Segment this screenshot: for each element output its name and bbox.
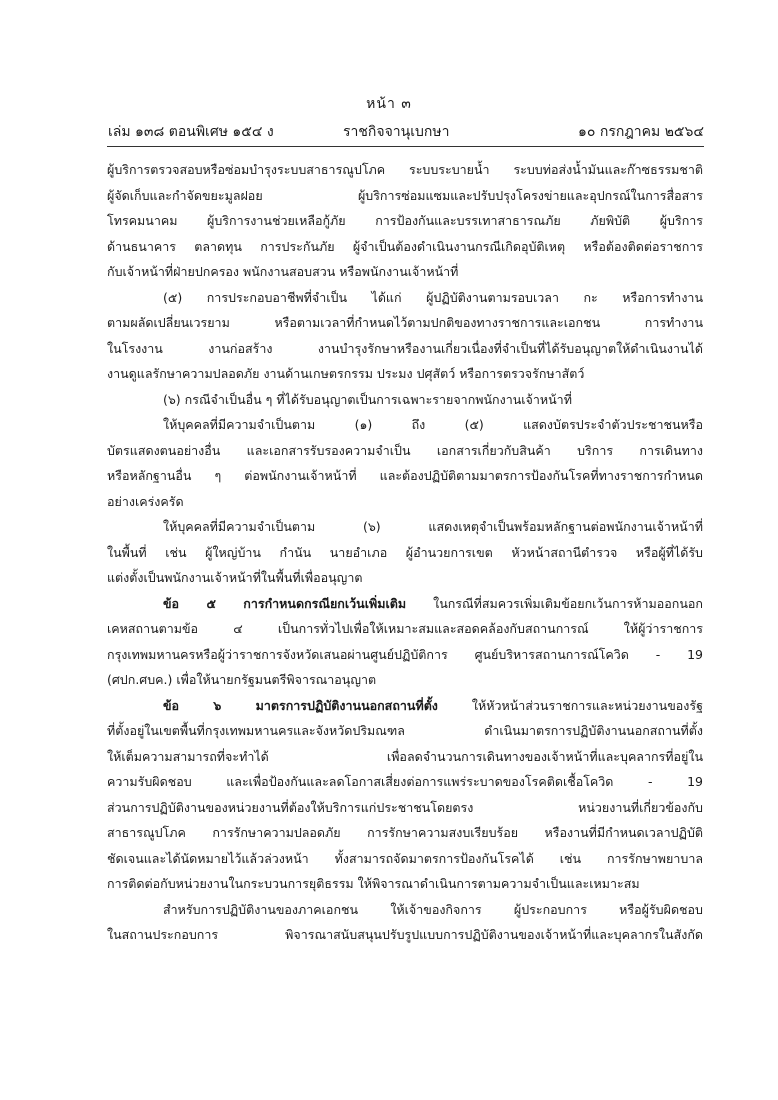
header-divider (107, 146, 704, 147)
text-line: ผู้จัดเก็บและกำจัดขยะมูลฝอย ผู้บริการซ่อมแซมและปรับปรุงโครงข่ายและอุปกรณ์ในการสื่อสาร (107, 187, 703, 203)
text-line: สาธารณูปโภค การรักษาความปลอดภัย การรักษาความสงบเรียบร้อย หรืองานที่มีกำหนดเวลาปฏิบัติ (107, 825, 703, 840)
text-line: ในสถานประกอบการ พิจารณาสนับสนุนปรับรูปแบบการปฏิบัติงานของเจ้าหน้าที่และบุคลากรในสังกัด (107, 927, 703, 942)
text-line: ผู้บริการตรวจสอบหรือซ่อมบำรุงระบบสาธารณูปโภค ระบบระบายน้ำ ระบบท่อส่งน้ำมันและก๊าซธรรมชาติ (107, 162, 703, 177)
text-line: แต่งตั้งเป็นพนักงานเจ้าหน้าที่ในพื้นที่เพื่ออนุญาต (107, 570, 363, 585)
text-line: โทรคมนาคม ผู้บริการงานช่วยเหลือกู้ภัย การป้องกันและบรรเทาสาธารณภัย ภัยพิบัติ ผู้บริการ (107, 213, 703, 228)
text-line: อย่างเคร่งครัด (107, 493, 184, 509)
text-line: (ศปก.ศบค.) เพื่อให้นายกรัฐมนตรีพิจารณาอนุญาต (107, 672, 377, 687)
text-line: ที่ตั้งอยู่ในเขตพื้นที่กรุงเทพมหานครและจังหวัดปริมณฑล ดำเนินมาตรการปฏิบัติงานนอกสถานที่ตั้ง (107, 723, 703, 738)
text-line: ให้บุคคลที่มีความจำเป็นตาม (๑) ถึง (๕) แสดงบัตรประจำตัวประชาชนหรือ (163, 417, 703, 432)
volume-label: เล่ม ๑๓๘ ตอนพิเศษ ๑๕๔ ง (108, 124, 274, 140)
text-line: ให้เต็มความสามารถที่จะทำได้ เพื่อลดจำนวนการเดินทางของเจ้าหน้าที่และบุคลากรที่อยู่ใน (107, 748, 703, 764)
clause-5-line (107, 591, 703, 617)
text-line: ให้บุคคลที่มีความจำเป็นตาม (๖) แสดงเหตุจำเป็นพร้อมหลักฐานต่อพนักงานเจ้าหน้าที่ (163, 519, 703, 534)
gazette-title: ราชกิจจานุเบกษา (343, 124, 450, 140)
page-number: หน้า ๓ (366, 96, 412, 112)
clause-6-heading: ข้อ ๖ มาตรการปฏิบัติงานนอกสถานที่ตั้ง (163, 697, 438, 713)
text-line: ความรับผิดชอบ และเพื่อป้องกันและลดโอกาสเสี่ยงต่อการแพร่ระบาดของโรคติดเชื้อโควิด - 19 (107, 774, 703, 789)
text-line: บัตรแสดงตนอย่างอื่น และเอกสารรับรองความจำเป็น เอกสารเกี่ยวกับสินค้า บริการ การเดินทาง (107, 442, 703, 458)
text-line: ในพื้นที่ เช่น ผู้ใหญ่บ้าน กำนัน นายอำเภอ ผู้อำนวยการเขต หัวหน้าสถานีตำรวจ หรือผู้ที่ได้รับ (107, 544, 703, 560)
text-line: ในโรงงาน งานก่อสร้าง งานบำรุงรักษาหรืองานเกี่ยวเนื่องที่จำเป็นที่ได้รับอนุญาตให้ดำเนินงานได้ (107, 340, 703, 356)
clause-5-heading: ข้อ ๕ การกำหนดกรณียกเว้นเพิ่มเติม (163, 595, 407, 611)
clause-5-text: ในกรณีที่สมควรเพิ่มเติมข้อยกเว้นการห้ามออกนอก (433, 595, 703, 611)
text-line: ตามผลัดเปลี่ยนเวรยาม หรือตามเวลาที่กำหนดไว้ตามปกติของทางราชการและเอกชน การทำงาน (107, 315, 703, 330)
text-line: ส่วนการปฏิบัติงานของหน่วยงานที่ต้องให้บริการแก่ประชาชนโดยตรง หน่วยงานที่เกี่ยวข้องกับ (107, 799, 703, 815)
text-line: งานดูแลรักษาความปลอดภัย งานด้านเกษตรกรรม ประมง ปศุสัตว์ หรือการตรวจรักษาสัตว์ (107, 366, 585, 381)
text-line: (๕) การประกอบอาชีพที่จำเป็น ได้แก่ ผู้ปฏิบัติงานตามรอบเวลา กะ หรือการทำงาน (163, 289, 703, 305)
text-line: ชัดเจนและได้นัดหมายไว้แล้วล่วงหน้า ทั้งสามารถจัดมาตรการป้องกันโรคได้ เช่น การรักษาพยาบาล (107, 850, 703, 866)
text-line: กับเจ้าหน้าที่ฝ่ายปกครอง พนักงานสอบสวน หรือพนักงานเจ้าหน้าที่ (107, 264, 459, 279)
issue-date: ๑๐ กรกฎาคม ๒๕๖๔ (578, 124, 704, 140)
gazette-header (108, 121, 704, 143)
clause-6-text: ให้หัวหน้าส่วนราชการและหน่วยงานของรัฐ (471, 697, 703, 713)
text-line: (๖) กรณีจำเป็นอื่น ๆ ที่ได้รับอนุญาตเป็นการเฉพาะรายจากพนักงานเจ้าหน้าที่ (163, 391, 572, 407)
document-body (107, 157, 703, 948)
text-line: การติดต่อกับหน่วยงานในกระบวนการยุติธรรม ให้พิจารณาดำเนินการตามความจำเป็นและเหมาะสม (107, 876, 640, 891)
text-line: หรือหลักฐานอื่น ๆ ต่อพนักงานเจ้าหน้าที่ และต้องปฏิบัติตามมาตรการป้องกันโรคที่ทางราชการกำหนด (107, 468, 703, 483)
clause-6-line (107, 693, 703, 719)
text-line: เคหสถานตามข้อ ๔ เป็นการทั่วไปเพื่อให้เหมาะสมและสอดคล้องกับสถานการณ์ ให้ผู้ว่าราชการ (107, 621, 703, 636)
text-line: ด้านธนาคาร ตลาดทุน การประกันภัย ผู้จำเป็นต้องดำเนินงานกรณีเกิดอุบัติเหตุ หรือต้องติดต่อราชการ (107, 238, 703, 254)
text-line: กรุงเทพมหานครหรือผู้ว่าราชการจังหวัดเสนอผ่านศูนย์ปฏิบัติการ ศูนย์บริหารสถานการณ์โควิด - 19 (107, 646, 703, 662)
text-line: สำหรับการปฏิบัติงานของภาคเอกชน ให้เจ้าของกิจการ ผู้ประกอบการ หรือผู้รับผิดชอบ (163, 901, 703, 917)
